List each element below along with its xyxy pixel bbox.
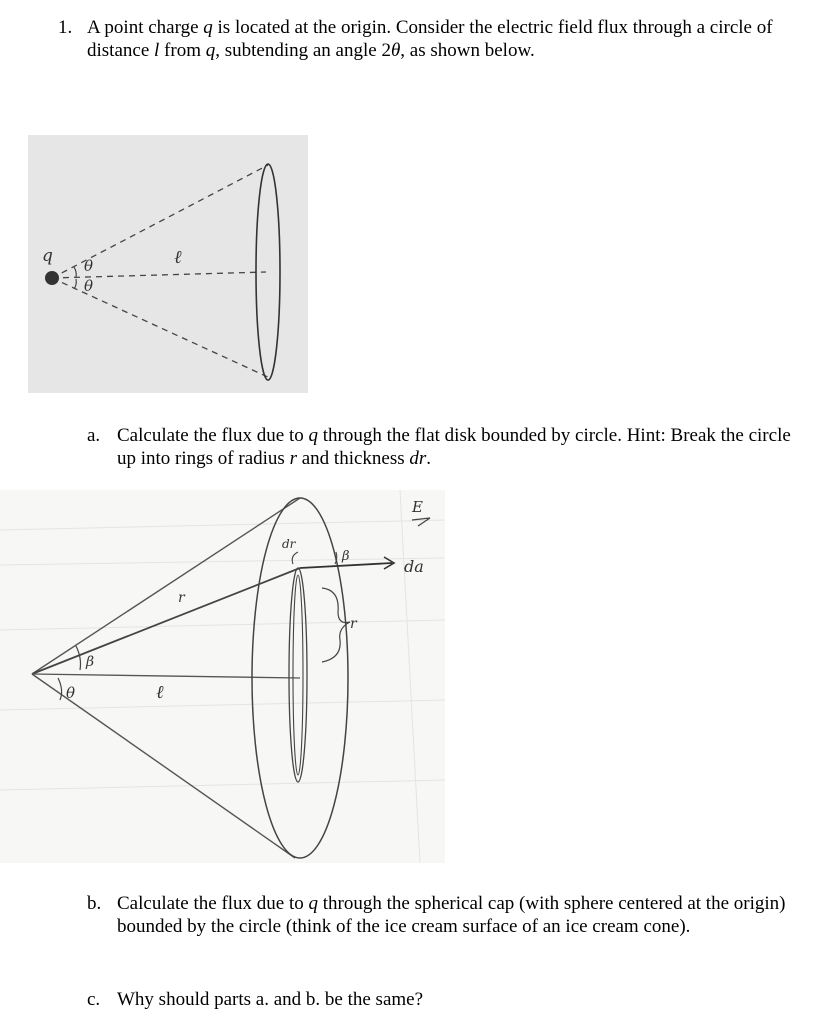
label-beta-left: β [86,654,95,670]
part-b-text: Calculate the flux due to q through the spherical cap (with sphere centered at the origin) bounded by the circle (think of the ice cream surface of an ice cream cone). [117,893,786,937]
part-b-label: b. [87,893,102,914]
charge-dot [45,271,59,285]
part-a-label: a. [87,425,101,446]
label-l: ℓ [156,682,164,703]
problem-stem: A point charge q is located at the origin. Consider the electric field flux through a circle of distance l from q, subtending an angle 2θ, as shown below. [87,17,773,61]
part-c-text: Why should parts a. and b. be the same? [117,989,424,1010]
var-q: q [203,17,213,38]
var-dr: dr [409,448,427,469]
label-theta-bottom: θ [84,277,94,295]
var-q: q [308,425,319,446]
figure-1-background [28,135,308,393]
label-theta-top: θ [84,257,94,275]
var-r: r [289,448,297,469]
var-l: l [154,40,160,61]
var-theta: θ [390,40,401,61]
var-q: q [205,40,216,61]
label-E: E [412,498,423,516]
label-r-vector: r [178,590,185,606]
var-q: q [308,893,319,914]
label-dr: dr [282,537,296,551]
label-l: ℓ [174,247,182,268]
label-r: r [350,616,357,632]
figure-1-cone-diagram [28,135,308,393]
label-q: q [42,246,53,266]
label-theta: θ [66,684,76,702]
problem-number: 1. [58,17,73,38]
part-a-text: Calculate the flux due to q through the flat disk bounded by circle. Hint: Break the circle up into rings of radius r and thickness dr. [117,425,791,469]
label-da: da [404,557,424,576]
figure-2-ring-diagram [0,490,445,863]
label-beta-top: β [342,549,350,564]
part-c-label: c. [87,989,101,1010]
